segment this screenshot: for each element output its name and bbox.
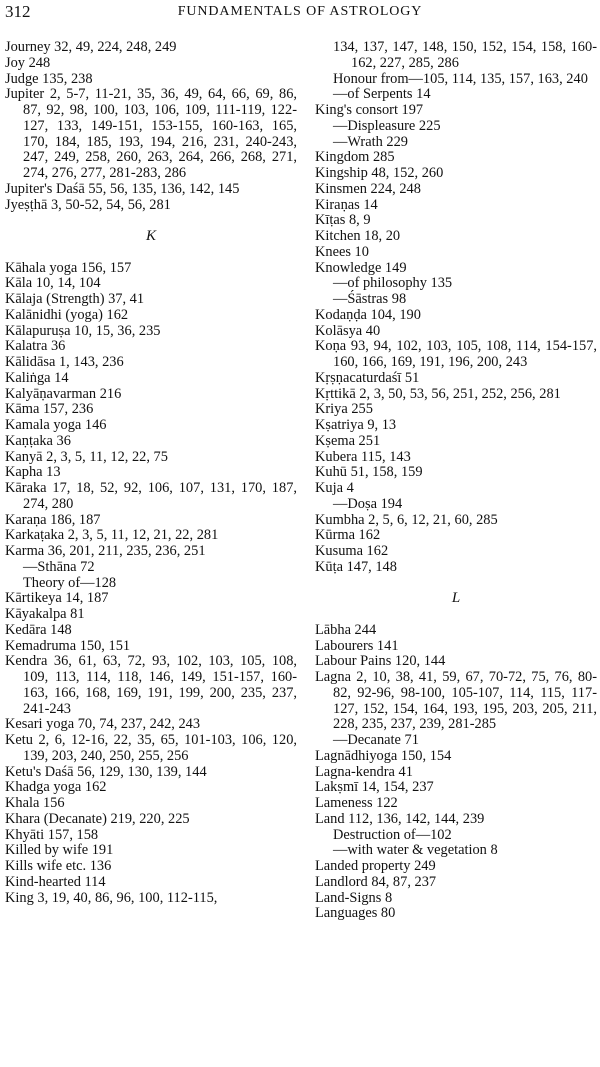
- index-entry: Land-Signs 8: [315, 889, 393, 906]
- section-letter: K: [145, 228, 156, 245]
- index-entry: Kriya 255: [315, 401, 373, 418]
- index-entry: Kingship 48, 152, 260: [315, 165, 444, 181]
- index-entry: Knowledge 149: [315, 259, 407, 276]
- section-letter: L: [451, 590, 461, 607]
- index-entry: Kodaṇḍa 104, 190: [315, 306, 421, 323]
- index-entry: Khara (Decanate) 219, 220, 225: [5, 810, 190, 827]
- index-entry: Khyāti 157, 158: [5, 826, 99, 843]
- index-entry: Knees 10: [315, 243, 369, 260]
- index-entry: Landlord 84, 87, 237: [315, 873, 437, 890]
- index-entry: Khala 156: [5, 795, 65, 812]
- index-entry: Kaṇṭaka 36: [5, 432, 71, 449]
- index-entry: Kanyā 2, 3, 5, 11, 12, 22, 75: [5, 448, 168, 465]
- index-entry: Labour Pains 120, 144: [315, 653, 446, 670]
- index-subentry: —with water & vegetation 8: [333, 842, 498, 859]
- index-entry: Kāla 10, 14, 104: [5, 275, 101, 292]
- index-subentry: —of philosophy 135: [333, 275, 453, 292]
- index-entry: Kinsmen 224, 248: [315, 180, 421, 197]
- index-entry: Kalatra 36: [5, 338, 66, 355]
- index-entry: Kāma 157, 236: [5, 401, 94, 418]
- index-entry: Kiraṇas 14: [315, 196, 378, 213]
- index-entry: Khadga yoga 162: [5, 779, 107, 796]
- index-entry: Lagnādhiyoga 150, 154: [315, 747, 452, 764]
- index-entry: Kṣatriya 9, 13: [315, 417, 397, 433]
- index-entry: Jupiter 2, 5-7, 11-21, 35, 36, 49, 64, 66, 69, 86, 87, 92, 98, 100, 103, 106, 109, 111-119, 122-127, 133, 149-151, 153-155, 160-163, 165, 170, 184, 185, 193, 194, 216, 231, 240-243, 247, 249, 258, 260, 263, 264, 266, 268, 271, 274, 276, 277, 281-283, 286: [5, 86, 297, 181]
- index-entry: Jyeṣṭhā 3, 50-52, 54, 56, 281: [5, 196, 171, 213]
- index-entry: Lakṣmī 14, 154, 237: [315, 779, 434, 796]
- index-entry: Kapha 13: [5, 464, 61, 481]
- index-entry: Kaliṅga 14: [5, 369, 69, 386]
- index-subentry: —Sthāna 72: [23, 558, 95, 575]
- index-entry: Kālaja (Strength) 37, 41: [5, 291, 145, 308]
- index-entry: Kedāra 148: [5, 621, 72, 638]
- index-entry: King's consort 197: [315, 102, 424, 118]
- index-entry: Ketu's Daśā 56, 129, 130, 139, 144: [5, 763, 207, 780]
- index-entry: Kṣema 251: [315, 432, 381, 449]
- index-entry: Landed property 249: [315, 858, 436, 875]
- index-entry: Kubera 115, 143: [315, 448, 411, 465]
- index-entry: Kuja 4: [315, 480, 354, 496]
- index-entry: Kusuma 162: [315, 543, 389, 559]
- index-entry: King 3, 19, 40, 86, 96, 100, 112-115,: [5, 889, 218, 906]
- index-entry: Kīṭas 8, 9: [315, 212, 371, 229]
- index-entry: Kālidāsa 1, 143, 236: [5, 354, 124, 371]
- index-entry: Karkaṭaka 2, 3, 5, 11, 12, 21, 22, 281: [5, 527, 219, 544]
- index-entry: Jupiter's Daśā 55, 56, 135, 136, 142, 145: [5, 180, 240, 197]
- index-entry: Koṇa 93, 94, 102, 103, 105, 108, 114, 154-157, 160, 166, 169, 191, 196, 200, 243: [315, 338, 597, 370]
- index-entry: Kolāsya 40: [315, 322, 381, 339]
- index-entry: Labourers 141: [315, 637, 399, 654]
- index-entry: Kills wife etc. 136: [5, 858, 112, 875]
- index-subentry: 134, 137, 147, 148, 150, 152, 154, 158, 160-162, 227, 285, 286: [333, 39, 597, 71]
- index-subentry: —Śāstras 98: [333, 291, 407, 307]
- index-entry: Land 112, 136, 142, 144, 239: [315, 810, 485, 827]
- index-entry: Kūrma 162: [315, 527, 381, 544]
- index-entry: Karma 36, 201, 211, 235, 236, 251: [5, 543, 206, 560]
- index-entry: Karaṇa 186, 187: [5, 511, 101, 528]
- index-entry: Kitchen 18, 20: [315, 228, 401, 244]
- index-entry: Kesari yoga 70, 74, 237, 242, 243: [5, 716, 201, 733]
- index-subentry: Destruction of—102: [333, 826, 452, 843]
- index-entry: Judge 135, 238: [5, 70, 93, 87]
- index-entry: Kingdom 285: [315, 149, 395, 166]
- index-entry: Kālapuruṣa 10, 15, 36, 235: [5, 322, 161, 339]
- index-entry: Kuhū 51, 158, 159: [315, 464, 423, 481]
- running-head: FUNDAMENTALS OF ASTROLOGY: [177, 4, 423, 19]
- page-header: [0, 0, 600, 34]
- index-entry: Kāraka 17, 18, 52, 92, 106, 107, 131, 170, 187, 274, 280: [5, 480, 297, 512]
- index-entry: Kind-hearted 114: [5, 873, 106, 890]
- index-subentry: —Displeasure 225: [333, 117, 441, 134]
- index-entry: Kārtikeya 14, 187: [5, 590, 109, 607]
- index-entry: Kemadruma 150, 151: [5, 637, 131, 654]
- index-entry: Kumbha 2, 5, 6, 12, 21, 60, 285: [315, 511, 498, 528]
- index-subentry: Honour from—105, 114, 135, 157, 163, 240: [333, 70, 588, 87]
- index-subentry: —of Serpents 14: [333, 86, 431, 103]
- index-entry: Kṛttikā 2, 3, 50, 53, 56, 251, 252, 256, 281: [315, 385, 561, 402]
- index-entry: Lābha 244: [315, 621, 377, 638]
- index-subentry: —Decanate 71: [333, 732, 419, 749]
- index-entry: Lagna 2, 10, 38, 41, 59, 67, 70-72, 75, 76, 80-82, 92-96, 98-100, 105-107, 114, 115, 117-127, 152, 154, 164, 193, 195, 203, 205, 211, 228, 235, 237, 239, 281-285: [315, 669, 597, 733]
- page-number: 312: [5, 2, 31, 21]
- index-subentry: —Wrath 229: [333, 133, 408, 150]
- index-column-left: [5, 40, 297, 906]
- index-entry: Journey 32, 49, 224, 248, 249: [5, 39, 177, 55]
- index-entry: Lameness 122: [315, 795, 398, 812]
- index-entry: Joy 248: [5, 54, 51, 71]
- index-entry: Kūṭa 147, 148: [315, 558, 397, 575]
- index-entry: Kendra 36, 61, 63, 72, 93, 102, 103, 105, 108, 109, 113, 114, 118, 146, 149, 151-157, 160-163, 166, 168, 169, 191, 199, 200, 235, 237, 241-243: [5, 653, 297, 717]
- index-subentry: —Doṣa 194: [333, 495, 403, 512]
- index-entry: Ketu 2, 6, 12-16, 22, 35, 65, 101-103, 106, 120, 139, 203, 240, 250, 255, 256: [5, 732, 297, 764]
- index-entry: Languages 80: [315, 905, 396, 922]
- index-entry: Kṛṣṇacaturdaśī 51: [315, 369, 420, 386]
- index-entry: Kāyakalpa 81: [5, 606, 85, 623]
- index-entry: Kamala yoga 146: [5, 417, 107, 434]
- index-entry: Lagna-kendra 41: [315, 763, 413, 780]
- index-entry: Kāhala yoga 156, 157: [5, 259, 132, 276]
- index-entry: Kalyāṇavarman 216: [5, 385, 122, 402]
- index-entry: Kalānidhi (yoga) 162: [5, 306, 129, 323]
- index-column-right: [315, 40, 597, 922]
- index-subentry: Theory of—128: [23, 574, 117, 591]
- index-entry: Killed by wife 191: [5, 842, 114, 859]
